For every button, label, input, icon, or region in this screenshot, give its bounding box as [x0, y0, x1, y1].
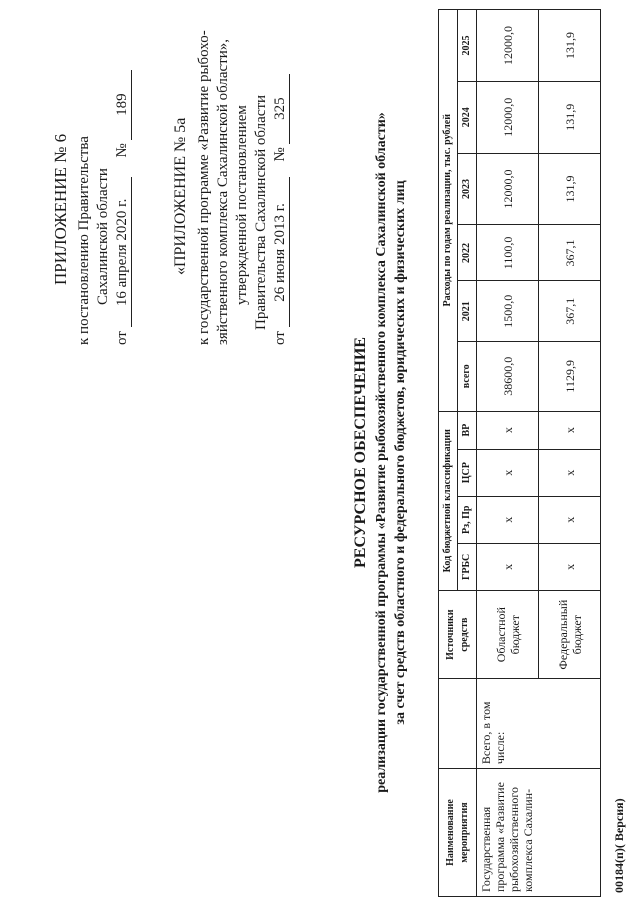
header-year-2025: 2025 — [458, 10, 477, 82]
header-expenses: Расходы по годам реализации, тыс. рублей — [439, 10, 458, 412]
vr-cell: х — [477, 411, 539, 449]
appendix-5a-line1: к государственной программе «Развитие рыбохо- — [196, 30, 212, 345]
appendix-6-line1: к постановлению Правительства — [76, 136, 92, 345]
vr-cell: х — [539, 411, 601, 449]
header-kbk: Код бюджетной классификации — [439, 411, 458, 590]
header-year-2023: 2023 — [458, 153, 477, 225]
appendix-5a-date-line — [272, 74, 290, 345]
table-header-row — [439, 10, 458, 897]
y2024-cell: 131,9 — [539, 81, 601, 153]
footer-code: 00184(п)( Версия) — [612, 798, 626, 893]
y2021-cell: 1500,0 — [477, 281, 539, 342]
header-grbs: ГРБС — [458, 543, 477, 590]
grbs-cell: х — [539, 543, 601, 590]
page-subtitle-line1: реализации государственной программы «Развитие рыбохозяйственного комплекса Сахалинской области» — [374, 112, 389, 793]
y2022-cell: 1100,0 — [477, 225, 539, 281]
appendix-6-date-line — [114, 70, 132, 345]
appendix-5a-title: «ПРИЛОЖЕНИЕ № 5а — [172, 117, 189, 275]
appendix-6-number: 189 — [114, 70, 132, 140]
header-year-2024: 2024 — [458, 81, 477, 153]
resource-table — [438, 9, 601, 897]
y2022-cell: 367,1 — [539, 225, 601, 281]
appendix-5a-line4: Правительства Сахалинской области — [253, 94, 269, 330]
table-row — [477, 10, 539, 897]
header-name: Наименование мероприятия — [439, 769, 477, 897]
header-source: Источники средств — [439, 590, 477, 678]
appendix-5a-line3: утвержденной постановлением — [234, 105, 250, 305]
appendix-6-from-label: от — [114, 331, 130, 345]
y2021-cell: 367,1 — [539, 281, 601, 342]
rzpr-cell: х — [539, 496, 601, 543]
header-year-2021: 2021 — [458, 281, 477, 342]
appendix-6-title: ПРИЛОЖЕНИЕ № 6 — [51, 133, 70, 285]
header-year-2022: 2022 — [458, 225, 477, 281]
source-cell: Областной бюджет — [477, 590, 539, 678]
total-label-cell: Всего, в том числе: — [477, 679, 601, 769]
header-total-label — [439, 679, 477, 769]
total-cell: 38600,0 — [477, 342, 539, 412]
header-rzpr: Рз, Пр — [458, 496, 477, 543]
appendix-6-date: 16 апреля 2020 г. — [114, 177, 132, 327]
appendix-5a-number: 325 — [272, 74, 290, 144]
csr-cell: х — [477, 449, 539, 496]
header-total: всего — [458, 342, 477, 412]
header-csr: ЦСР — [458, 449, 477, 496]
y2023-cell: 12000,0 — [477, 153, 539, 225]
rzpr-cell: х — [477, 496, 539, 543]
y2025-cell: 131,9 — [539, 10, 601, 82]
appendix-5a-date: 26 июня 2013 г. — [272, 177, 290, 327]
grbs-cell: х — [477, 543, 539, 590]
appendix-5a-from-label: от — [272, 331, 288, 345]
y2023-cell: 131,9 — [539, 153, 601, 225]
appendix-6-line2: Сахалинской области — [95, 168, 111, 305]
y2025-cell: 12000,0 — [477, 10, 539, 82]
appendix-5a-num-label: № — [272, 147, 288, 162]
y2024-cell: 12000,0 — [477, 81, 539, 153]
header-vr: ВР — [458, 411, 477, 449]
total-cell: 1129,9 — [539, 342, 601, 412]
page-title: РЕСУРСНОЕ ОБЕСПЕЧЕНИЕ — [352, 337, 369, 568]
source-cell: Федеральный бюджет — [539, 590, 601, 678]
appendix-5a-line2: зяйственного комплекса Сахалинской области», — [215, 38, 231, 345]
program-name-cell: Государственная программа «Развитие рыбохозяйственного комплекса Сахалин- — [477, 769, 601, 897]
page-subtitle-line2: за счет средств областного и федерального бюджетов, юридических и физических лиц — [393, 180, 408, 725]
csr-cell: х — [539, 449, 601, 496]
appendix-6-num-label: № — [114, 143, 130, 158]
